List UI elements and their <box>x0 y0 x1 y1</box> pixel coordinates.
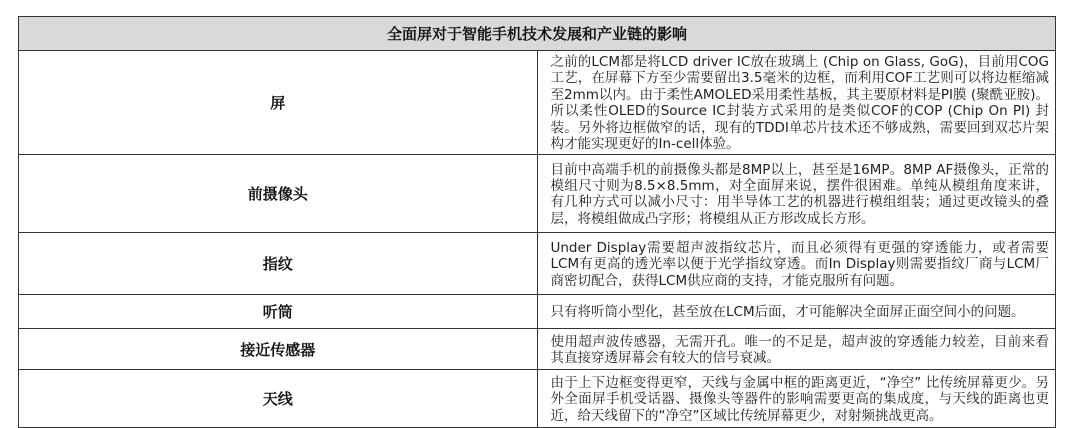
row-content-screen: 之前的LCM都是将LCD driver IC放在玻璃上 (Chip on Glass, GoG)，目前用COG工艺，在屏幕下方至少需要留出3.5毫米的边框，而利用COF工艺则可以将边框缩减至2mm以内。由于柔性AMOLED采用柔性基板，其主要原材料是PI膜 (聚酰亚胺)。所以柔性OLED的Source IC封装方式采用的是类似COF的COP (Chip On PI) 封装。另外将边框做窄的话，现有的TDDI单芯片技术还不够成熟，需要回到双芯片架构才能实现更好的In-cell体验。 <box>537 51 1056 155</box>
row-label-proximity-sensor: 接近传感器 <box>19 329 538 370</box>
impact-table-container <box>18 16 1056 428</box>
row-label-antenna: 天线 <box>19 370 538 428</box>
row-label-fingerprint: 指纹 <box>19 233 538 295</box>
row-content-antenna: 由于上下边框变得更窄，天线与金属中框的距离更近，“净空” 比传统屏幕更少。另外全面屏手机受话器、摄像头等器件的影响需要更高的集成度，与天线的距离也更近，给天线留下的“净空”区域比传统屏幕更少，对射频挑战更高。 <box>537 370 1056 428</box>
row-label-screen: 屏 <box>19 51 538 155</box>
row-content-earpiece: 只有将听筒小型化，甚至放在LCM后面，才可能解决全面屏正面空间小的问题。 <box>537 295 1056 329</box>
table-row-screen <box>19 51 1056 155</box>
table-row-fingerprint <box>19 233 1056 295</box>
table-row-proximity-sensor <box>19 329 1056 370</box>
table-title: 全面屏对于智能手机技术发展和产业链的影响 <box>19 17 1056 51</box>
row-content-front-camera: 目前中高端手机的前摄像头都是8MP以上，甚至是16MP。8MP AF摄像头，正常的模组尺寸则为8.5×8.5mm，对全面屏来说，摆件很困难。单纯从模组角度来讲，有几种方式可以减小尺寸：用半导体工艺的机器进行模组组装；通过更改镜头的叠层，将模组做成凸字形；将模组从正方形改成长方形。 <box>537 155 1056 233</box>
row-content-fingerprint: Under Display需要超声波指纹芯片，而且必须得有更强的穿透能力，或者需要LCM有更高的透光率以便于光学指纹穿透。而In Display则需要指纹厂商与LCM厂商密切配合，获得LCM供应商的支持，才能克服所有问题。 <box>537 233 1056 295</box>
table-row-antenna <box>19 370 1056 428</box>
impact-table <box>18 16 1056 428</box>
row-content-proximity-sensor: 使用超声波传感器，无需开孔。唯一的不足是，超声波的穿透能力较差，目前来看其直接穿透屏幕会有较大的信号衰减。 <box>537 329 1056 370</box>
table-row-earpiece <box>19 295 1056 329</box>
row-label-earpiece: 听筒 <box>19 295 538 329</box>
table-row-front-camera <box>19 155 1056 233</box>
row-label-front-camera: 前摄像头 <box>19 155 538 233</box>
